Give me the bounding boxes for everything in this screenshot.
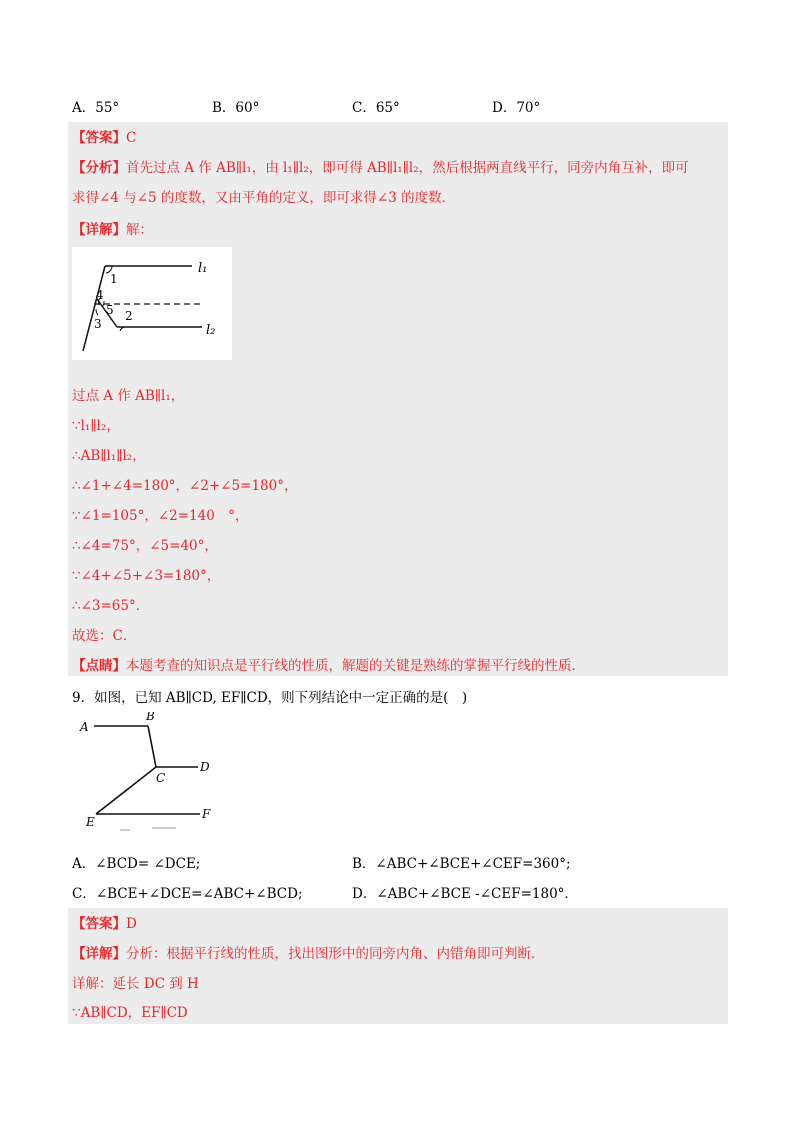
angle-3-label: 3 bbox=[94, 317, 102, 331]
answer-tag: 【答案】 bbox=[72, 916, 126, 932]
detail-text: 解： bbox=[126, 222, 153, 238]
q8-step-6: ∴∠4=75°，∠5=40°， bbox=[72, 538, 218, 554]
q9-detail bbox=[72, 944, 545, 964]
point-a-label: A bbox=[80, 720, 89, 734]
q8-comment bbox=[72, 656, 585, 676]
point-b-label: B bbox=[146, 712, 155, 723]
detail-tag: 【详解】 bbox=[72, 222, 126, 238]
analysis-text: 首先过点 A 作 AB∥l₁，由 l₁∥l₂，即可得 AB∥l₁∥l₂，然后根据两直线平行，同旁内角互补，即可 bbox=[126, 160, 689, 176]
line-l2-label: l₂ bbox=[206, 323, 216, 338]
q8-step-5: ∵∠1=105°，∠2=140 °， bbox=[72, 508, 249, 524]
q8-step-3: ∴AB∥l₁∥l₂， bbox=[72, 448, 146, 464]
q8-analysis-line2: 求得∠4 与∠5 的度数，又由平角的定义，即可求得∠3 的度数． bbox=[72, 190, 456, 206]
q8-figure-svg bbox=[72, 247, 232, 360]
q8-analysis-line1 bbox=[72, 158, 689, 178]
answer-value: C bbox=[126, 130, 137, 146]
q8-choice: 故选：C． bbox=[72, 628, 137, 644]
analysis-tag: 【分析】 bbox=[72, 160, 126, 176]
detail-tag: 【详解】 bbox=[72, 946, 126, 962]
q8-step-2: ∵l₁∥l₂， bbox=[72, 418, 120, 434]
q8-option-a: A．55° bbox=[72, 100, 120, 116]
angle-5-label: 5 bbox=[106, 303, 114, 317]
q8-option-d: D．70° bbox=[492, 100, 541, 116]
q9-option-c: C．∠BCE+∠DCE=∠ABC+∠BCD; bbox=[72, 886, 303, 902]
q9-figure bbox=[72, 712, 222, 837]
q8-step-4: ∴∠1+∠4=180°，∠2+∠5=180°， bbox=[72, 478, 298, 494]
q8-detail bbox=[72, 220, 153, 240]
angle-2-label: 2 bbox=[125, 309, 133, 323]
angle-1-label: 1 bbox=[110, 272, 118, 286]
q8-step-8: ∴∠3=65°． bbox=[72, 598, 150, 614]
q9-option-b: B．∠ABC+∠BCE+∠CEF=360°; bbox=[352, 856, 571, 872]
q8-figure bbox=[72, 247, 232, 360]
detail-text: 分析：根据平行线的性质，找出图形中的同旁内角、内错角即可判断． bbox=[126, 946, 545, 962]
point-f-label: F bbox=[202, 807, 211, 821]
q9-line-2: ∵AB∥CD，EF∥CD bbox=[72, 1005, 188, 1021]
point-d-label: D bbox=[200, 760, 210, 774]
q8-step-7: ∵∠4+∠5+∠3=180°， bbox=[72, 568, 221, 584]
point-e-label: E bbox=[86, 815, 95, 829]
q9-option-d: D．∠ABC+∠BCE -∠CEF=180°． bbox=[352, 886, 578, 902]
comment-text: 本题考查的知识点是平行线的性质，解题的关键是熟练的掌握平行线的性质． bbox=[126, 658, 585, 674]
angle-4-label: 4 bbox=[96, 288, 104, 302]
q8-option-b: B．60° bbox=[212, 100, 260, 116]
answer-tag: 【答案】 bbox=[72, 130, 126, 146]
q9-stem: 9．如图，已知 AB∥CD, EF∥CD，则下列结论中一定正确的是( ) bbox=[72, 690, 468, 706]
q8-option-c: C．65° bbox=[352, 100, 400, 116]
answer-value: D bbox=[126, 916, 137, 932]
q9-figure-svg bbox=[72, 712, 222, 837]
q9-line-1: 详解：延长 DC 到 H bbox=[72, 976, 199, 992]
q8-answer bbox=[72, 128, 136, 148]
q8-step-1: 过点 A 作 AB∥l₁， bbox=[72, 388, 185, 404]
point-c-label: C bbox=[156, 771, 166, 785]
comment-tag: 【点睛】 bbox=[72, 658, 126, 674]
q9-answer bbox=[72, 914, 137, 934]
line-l1-label: l₁ bbox=[198, 261, 208, 276]
q9-option-a: A．∠BCD= ∠DCE; bbox=[72, 856, 201, 872]
